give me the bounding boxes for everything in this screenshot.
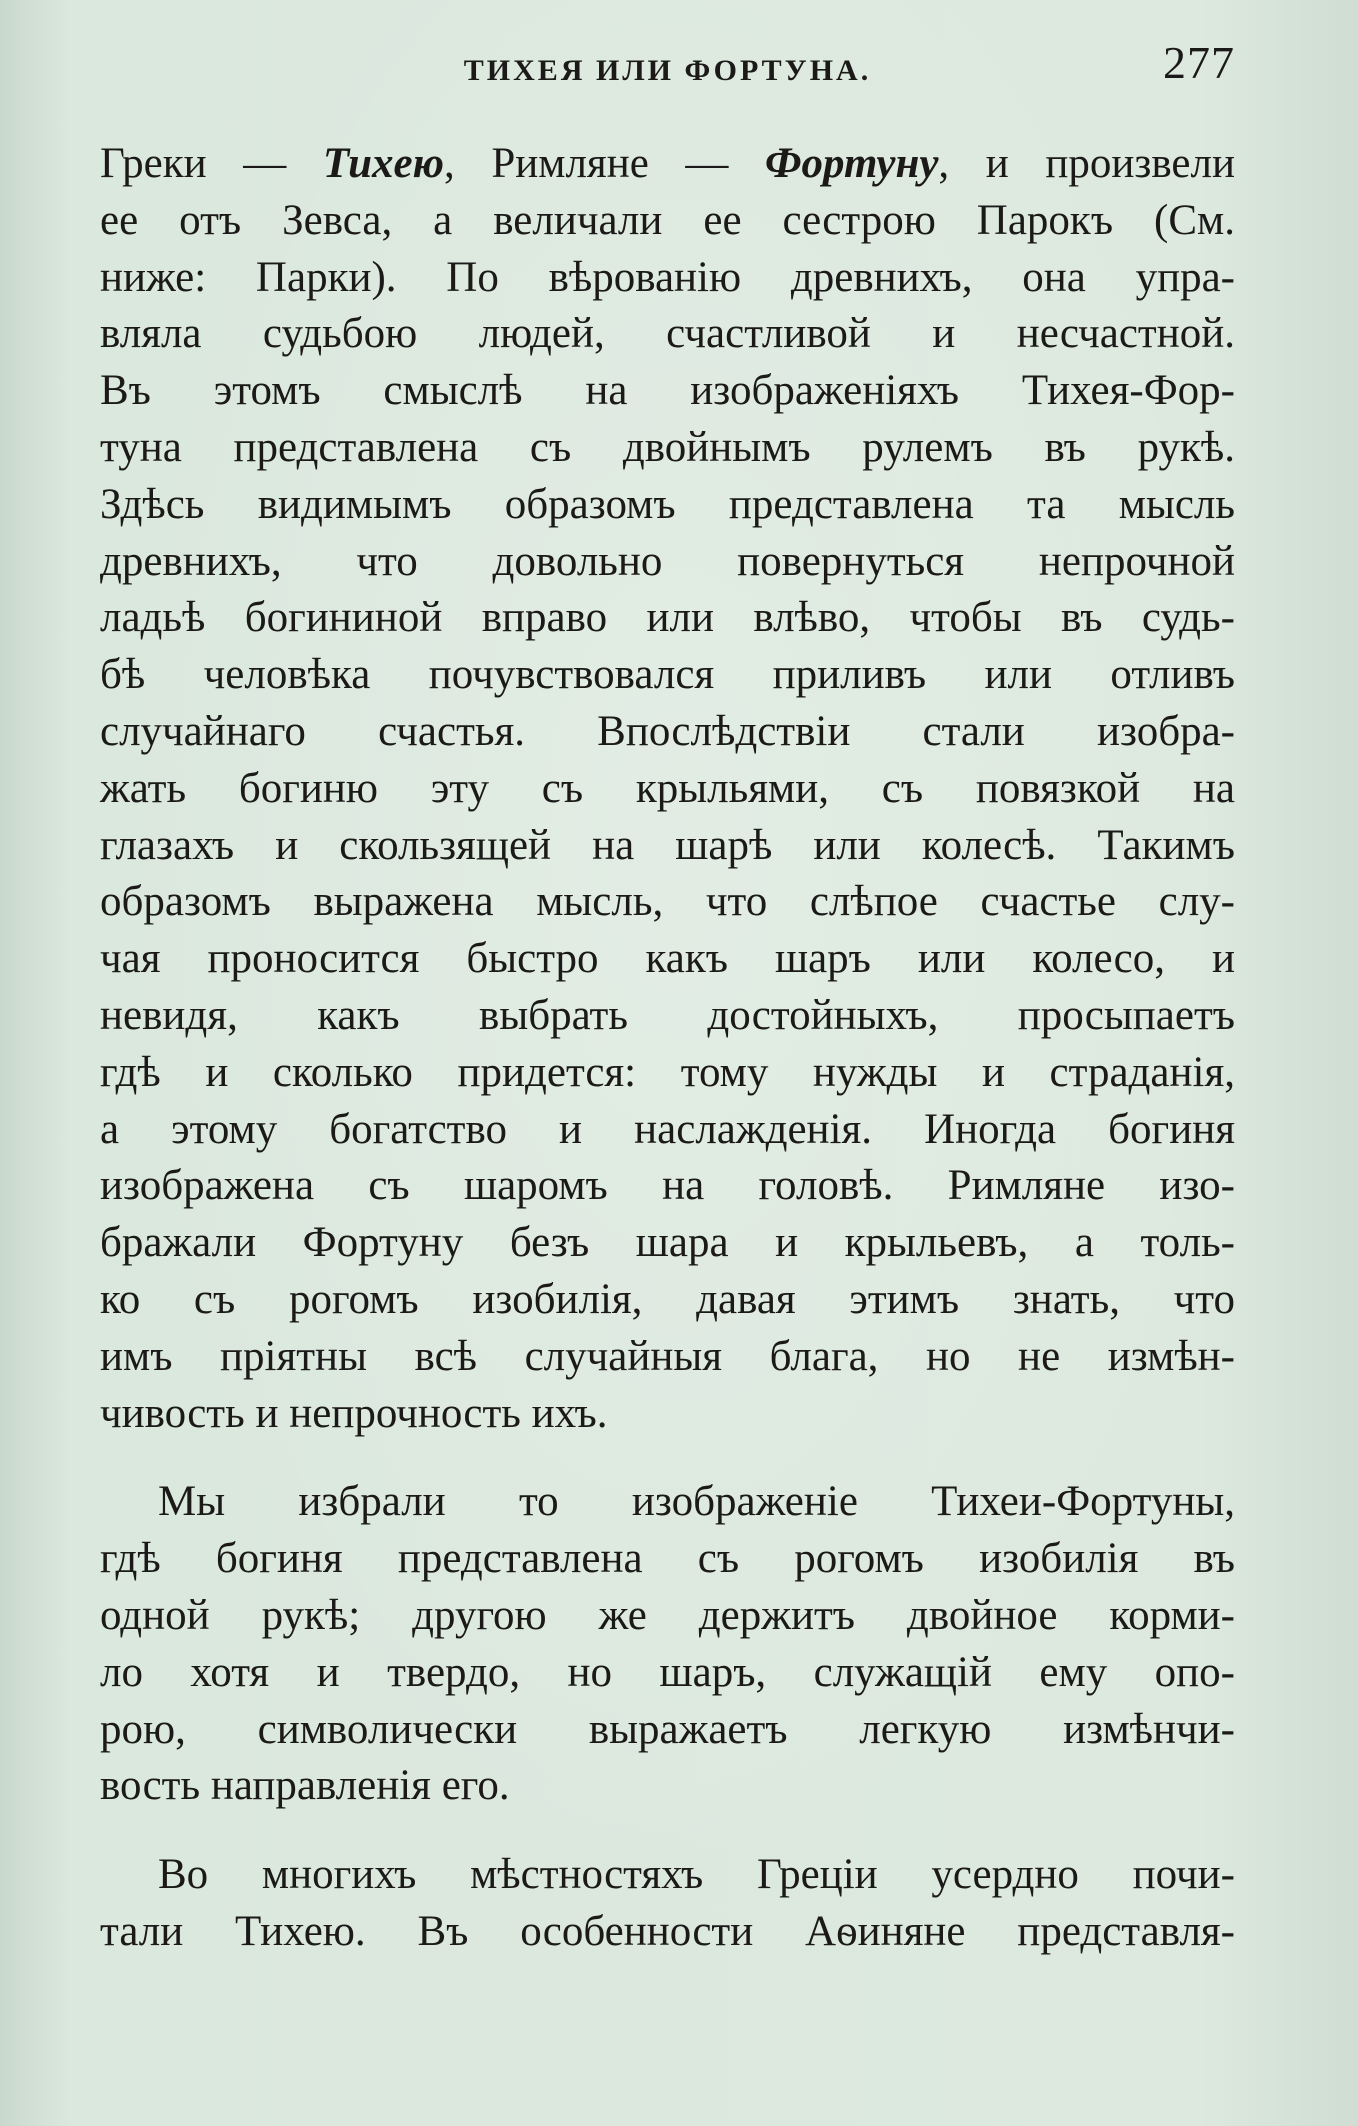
text-line: ниже: Парки). По вѣрованію древнихъ, она упра- xyxy=(100,253,1235,301)
text-fragment: , и произвели xyxy=(938,140,1235,187)
page-number: 277 xyxy=(1163,37,1235,88)
text-line: образомъ выражена мысль, что слѣпое счастье слу- xyxy=(100,878,1235,926)
text-line: ладьѣ богининой вправо или влѣво, чтобы въ судь- xyxy=(100,594,1235,642)
paragraph xyxy=(100,1474,1235,1815)
text-line: невидя, какъ выбрать достойныхъ, просыпаетъ xyxy=(100,991,1235,1039)
paragraph-gap xyxy=(100,1442,1235,1474)
text-line: Во многихъ мѣстностяхъ Греціи усердно почи- xyxy=(158,1851,1235,1899)
text-line: чивость и непрочность ихъ. xyxy=(100,1389,608,1437)
text-fragment: , Римляне — xyxy=(443,140,765,187)
text-line: ее отъ Зевса, а величали ее сестрою Парокъ (См. xyxy=(100,196,1235,244)
text-line: Въ этомъ смыслѣ на изображеніяхъ Тихея-Фор- xyxy=(100,367,1235,415)
text-line: одной рукѣ; другою же держитъ двойное корми- xyxy=(100,1591,1235,1639)
text-line: изображена съ шаромъ на головѣ. Римляне изо- xyxy=(100,1162,1235,1210)
text-line: бѣ человѣка почувствовался приливъ или отливъ xyxy=(100,651,1235,699)
text-line: чая проносится быстро какъ шаръ или колесо, и xyxy=(100,935,1235,983)
text-fragment: Греки — xyxy=(100,140,323,187)
body-text xyxy=(100,136,1235,1961)
text-line: гдѣ богиня представлена съ рогомъ изобилія въ xyxy=(100,1535,1235,1583)
text-line: имъ пріятны всѣ случайныя блага, но не измѣн- xyxy=(100,1332,1235,1380)
text-line: ло хотя и твердо, но шаръ, служащій ему опо- xyxy=(100,1648,1235,1696)
text-line: туна представлена съ двойнымъ рулемъ въ рукѣ. xyxy=(100,423,1235,471)
paragraph xyxy=(100,136,1235,1442)
page-header xyxy=(100,36,1235,96)
text-line: а этому богатство и наслажденія. Иногда богиня xyxy=(100,1105,1235,1153)
emphasis-tikhe: Тихею xyxy=(322,140,444,187)
text-line xyxy=(100,136,1235,193)
running-title: ТИХЕЯ ИЛИ ФОРТУНА. xyxy=(463,54,872,87)
text-line: Мы избрали то изображеніе Тихеи-Фортуны, xyxy=(158,1478,1235,1526)
text-line: глазахъ и скользящей на шарѣ или колесѣ. Такимъ xyxy=(100,821,1235,869)
text-line: вость направленія его. xyxy=(100,1762,510,1810)
text-line: вляла судьбою людей, счастливой и несчастной. xyxy=(100,310,1235,358)
paragraph-gap xyxy=(100,1815,1235,1847)
emphasis-fortuna: Фортуну xyxy=(765,140,939,187)
text-line: бражали Фортуну безъ шара и крыльевъ, а толь- xyxy=(100,1219,1235,1267)
text-line: тали Тихею. Въ особенности Аѳиняне представля- xyxy=(100,1907,1235,1955)
text-line: жать богиню эту съ крыльями, съ повязкой на xyxy=(100,764,1235,812)
text-line: древнихъ, что довольно повернуться непрочной xyxy=(100,537,1235,585)
text-line: случайнаго счастья. Впослѣдствіи стали изобра- xyxy=(100,707,1235,755)
text-line: рою, символически выражаетъ легкую измѣнчи- xyxy=(100,1705,1235,1753)
text-line: ко съ рогомъ изобилія, давая этимъ знать, что xyxy=(100,1275,1235,1323)
paragraph xyxy=(100,1847,1235,1961)
text-line: гдѣ и сколько придется: тому нужды и страданія, xyxy=(100,1048,1235,1096)
text-line: Здѣсь видимымъ образомъ представлена та мысль xyxy=(100,480,1235,528)
